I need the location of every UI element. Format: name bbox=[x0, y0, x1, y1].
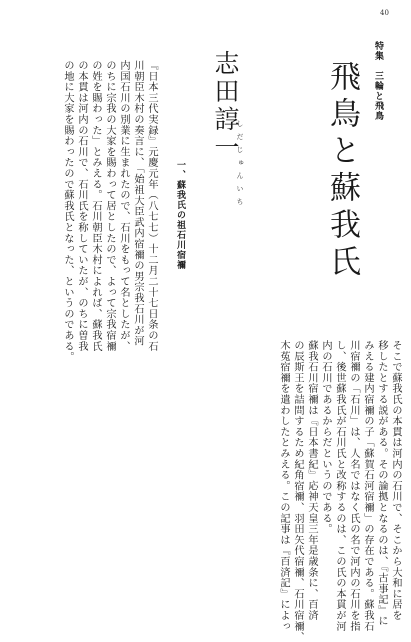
body-text-upper bbox=[6, 60, 158, 363]
text-line: の辰斯王を詰問するため紀角宿禰、羽田矢代宿禰、石川宿禰、 bbox=[292, 340, 303, 642]
text-line: 『日本三代実録』元慶元年（八七七）十二月二十七日条の石 bbox=[146, 60, 157, 352]
text-line: の本貫は河内の石川で、石川氏を称していたが、のちに曽我 bbox=[76, 60, 87, 352]
text-line: の地に大家を賜わったので蘇我氏となった、というのである。 bbox=[62, 60, 73, 363]
text-line: そこで蘇我氏の本貫は河内の石川で、そこから大和に居を bbox=[390, 340, 401, 621]
text-line: 木菟宿禰を遣わしたとみえる。この記事は『百済記』によっ bbox=[278, 340, 289, 632]
body-text-lower bbox=[6, 340, 402, 642]
text-line: みえる建内宿禰の子「蘇賀石河宿禰」の存在である。蘇我石 bbox=[362, 340, 373, 632]
page-title: 飛鳥と蘇我氏 bbox=[324, 60, 360, 282]
text-line: 内国石川の別業に生まれたので、石川をもって名としたが、 bbox=[118, 60, 129, 352]
text-line: の姓を賜わった」とみえる。石川朝臣木村によれば、蘇我氏 bbox=[90, 60, 101, 352]
text-line: 内の石川であるからだというのである。 bbox=[320, 340, 331, 535]
text-line: のちに宗我の大家を賜わって居としたので、よって宗我宿禰 bbox=[104, 60, 115, 352]
series-label: 特集 三輪と飛鳥 bbox=[373, 41, 383, 121]
text-line: 川朝臣木村の奏言に、「始祖大臣武内宿禰の男宗我石川が河 bbox=[132, 60, 143, 347]
text-line: 川宿禰の「石川」は、人名ではなく氏の名で河内の石川を指 bbox=[348, 340, 359, 632]
author-furigana: しだじゅんいち bbox=[236, 120, 244, 211]
text-line: 移したとする説がある。その論拠となるのは、『古事記』に bbox=[376, 340, 387, 627]
section-heading: 一、蘇我氏の祖石川宿禰 bbox=[175, 160, 185, 270]
author-name: 志田諄一 bbox=[211, 50, 240, 162]
page-number: 40 bbox=[380, 9, 389, 17]
text-line: 蘇我石川宿禰は『日本書紀』応神天皇三年是歳条に、百済 bbox=[306, 340, 317, 621]
text-line: し、後世蘇我氏が石川氏と改称するのは、この氏の本貫が河 bbox=[334, 340, 345, 632]
